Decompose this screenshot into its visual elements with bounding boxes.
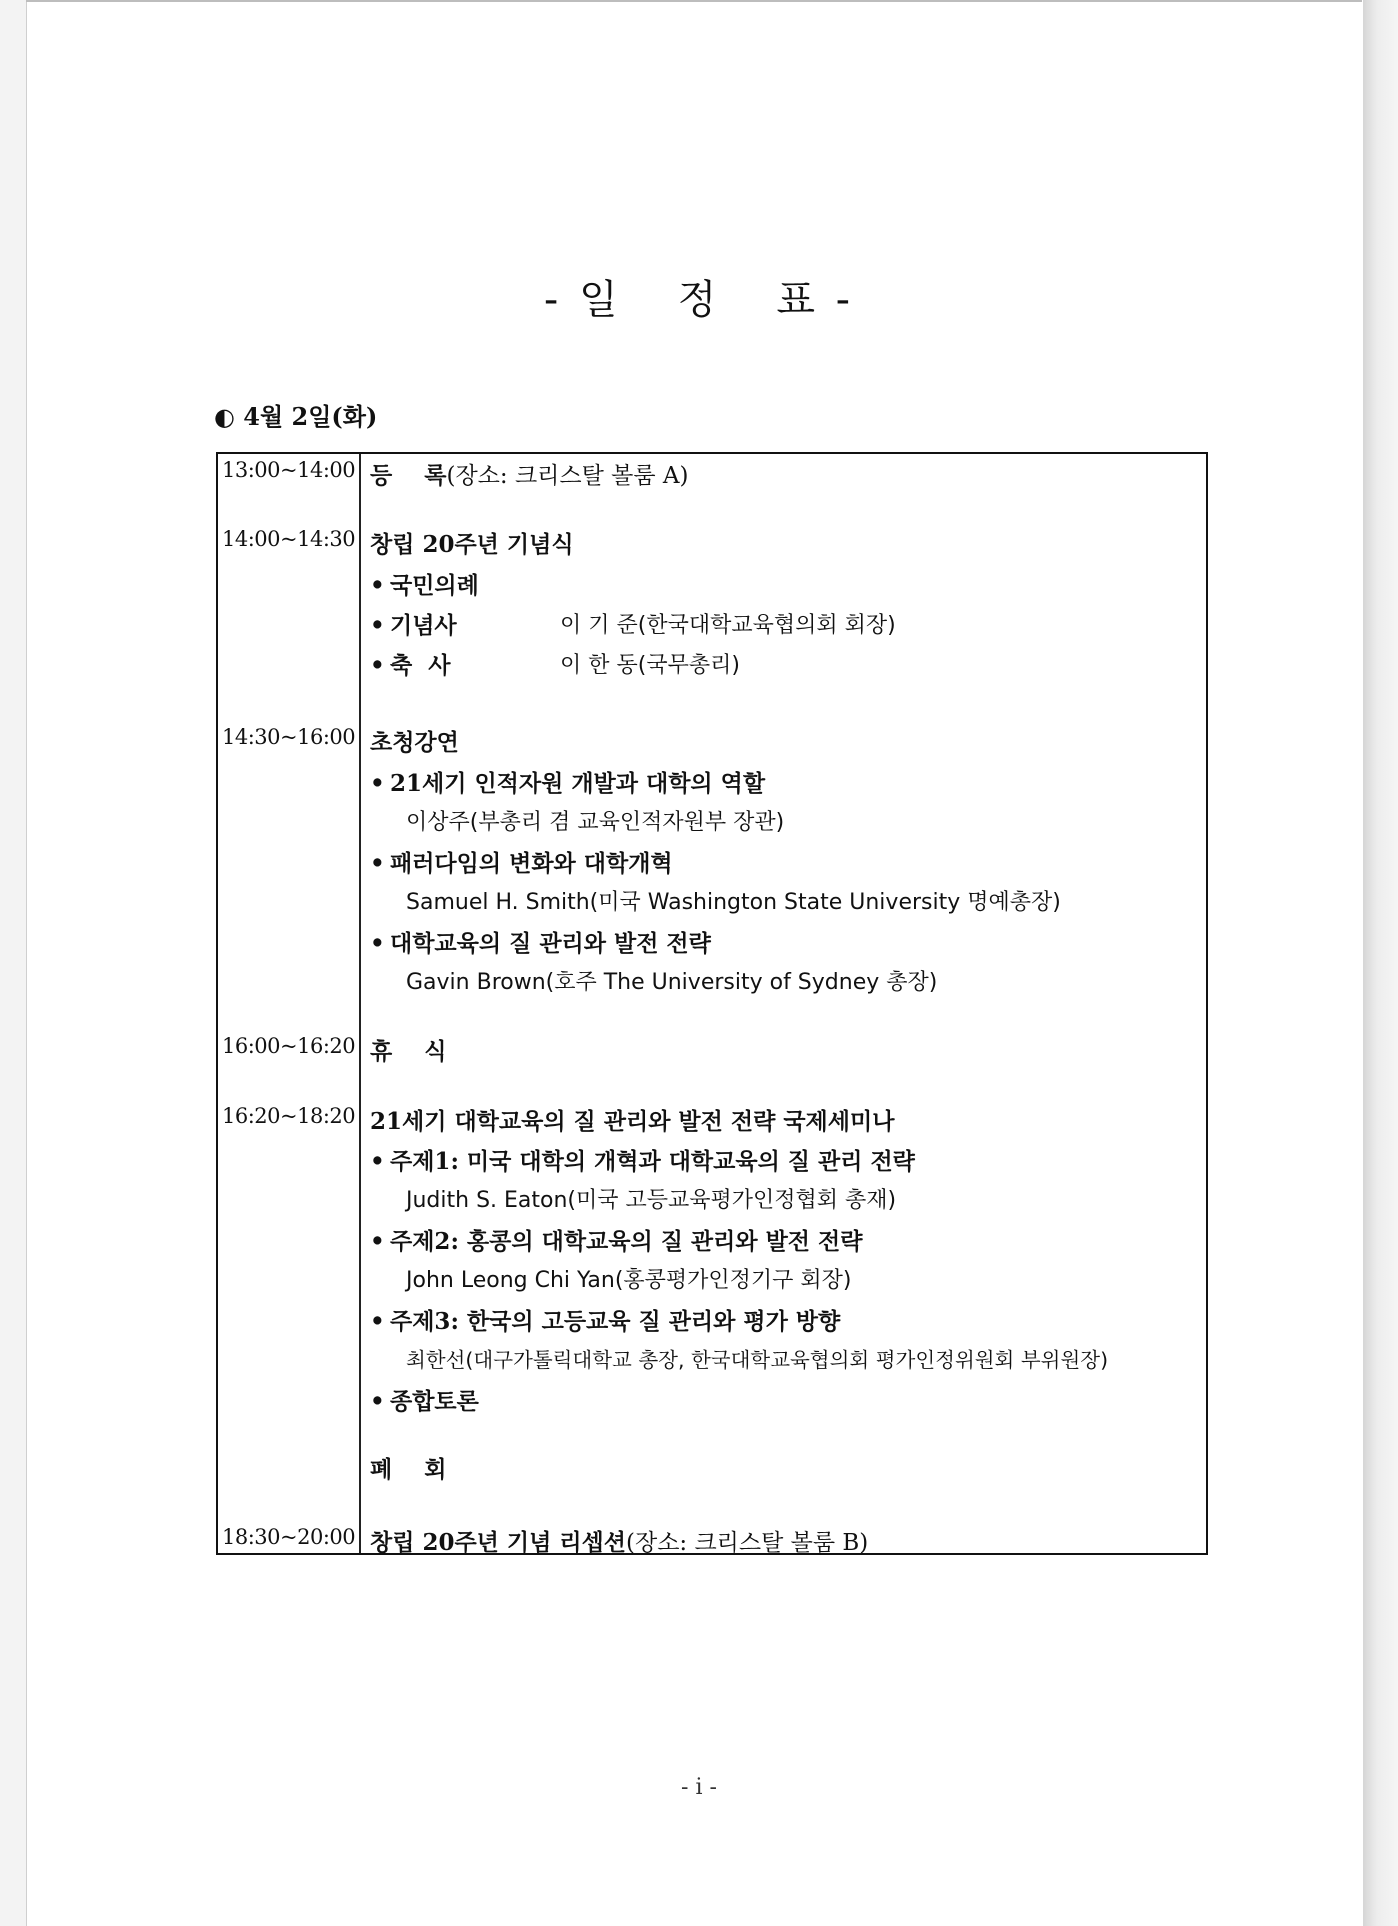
reception-row xyxy=(370,1524,868,1557)
bullet-icon: • xyxy=(370,612,385,639)
ceremony-item-label: 국민의례 xyxy=(390,572,479,599)
seminar-speaker-3: 최한선(대구가톨릭대학교 총장, 한국대학교육협의회 평가인정위원회 부위원장) xyxy=(406,1348,1109,1372)
seminar-topic-4 xyxy=(370,1383,479,1416)
lecture-speaker-1: 이상주(부총리 겸 교육인적자원부 장관) xyxy=(406,810,785,835)
lecture-speaker-2: Samuel H. Smith(미국 Washington State University 명예총장) xyxy=(406,890,1061,915)
bullet-icon: • xyxy=(370,1148,385,1175)
schedule-table xyxy=(216,452,1208,1555)
title-part-right: 표 - xyxy=(776,277,855,323)
bullet-icon: • xyxy=(370,770,385,797)
lecture-topic-label: 21세기 인적자원 개발과 대학의 역할 xyxy=(390,770,766,797)
ceremony-item-label: 기념사 xyxy=(390,612,457,639)
seminar-topic-label: 주제1: 미국 대학의 개혁과 대학교육의 질 관리 전략 xyxy=(390,1148,915,1175)
anniversary-ceremony-title: 창립 20주년 기념식 xyxy=(370,531,574,558)
seminar-title: 21세기 대학교육의 질 관리와 발전 전략 국제세미나 xyxy=(370,1108,895,1135)
title-part-mid: 정 xyxy=(677,277,721,323)
bullet-icon: • xyxy=(370,1228,385,1255)
lecture-topic-3 xyxy=(370,925,711,958)
closing-title: 폐 회 xyxy=(370,1456,447,1483)
seminar-topic-1 xyxy=(370,1143,915,1176)
time-18-30: 18:30~20:00 xyxy=(222,1525,356,1549)
ceremony-item-label: 축 사 xyxy=(390,652,451,679)
lecture-topic-2 xyxy=(370,845,673,878)
invited-lecture-title: 초청강연 xyxy=(370,729,459,756)
ceremony-item-3 xyxy=(370,647,450,680)
bullet-icon: • xyxy=(370,1308,385,1335)
registration-row xyxy=(370,457,688,490)
bullet-icon: • xyxy=(370,572,385,599)
seminar-speaker-1: Judith S. Eaton(미국 고등교육평가인정협회 총재) xyxy=(406,1188,897,1213)
seminar-topic-label: 주제2: 홍콩의 대학교육의 질 관리와 발전 전략 xyxy=(390,1228,863,1255)
time-14-30: 14:30~16:00 xyxy=(222,725,356,749)
registration-title: 등 록 xyxy=(370,462,447,489)
column-divider xyxy=(359,454,361,1553)
ceremony-item-1 xyxy=(370,567,479,600)
bullet-icon: • xyxy=(370,652,385,679)
seminar-topic-label: 주제3: 한국의 고등교육 질 관리와 평가 방향 xyxy=(390,1308,841,1335)
reception-venue: (장소: 크리스탈 볼룸 B) xyxy=(626,1530,869,1556)
page-title xyxy=(0,268,1398,325)
seminar-topic-3 xyxy=(370,1303,840,1336)
time-16-20: 16:20~18:20 xyxy=(222,1104,356,1128)
time-14-00: 14:00~14:30 xyxy=(222,527,356,551)
lecture-topic-label: 대학교육의 질 관리와 발전 전략 xyxy=(390,930,711,957)
reception-title: 창립 20주년 기념 리셉션 xyxy=(370,1529,626,1556)
ceremony-item-2 xyxy=(370,607,457,640)
title-part-left: - 일 xyxy=(543,277,622,323)
day-heading: ◐ 4월 2일(화) xyxy=(214,402,378,431)
seminar-speaker-2: John Leong Chi Yan(홍콩평가인정기구 회장) xyxy=(406,1268,852,1293)
seminar-topic-label: 종합토론 xyxy=(390,1388,479,1415)
registration-venue: (장소: 크리스탈 볼룸 A) xyxy=(446,463,689,489)
seminar-topic-2 xyxy=(370,1223,862,1256)
page-number: - i - xyxy=(681,1775,717,1800)
time-13-00: 13:00~14:00 xyxy=(222,458,356,482)
page-top-edge xyxy=(26,0,1362,2)
break-title: 휴 식 xyxy=(370,1038,447,1065)
bullet-icon: • xyxy=(370,850,385,877)
bullet-icon: • xyxy=(370,1388,385,1415)
lecture-topic-1 xyxy=(370,765,765,798)
lecture-topic-label: 패러다임의 변화와 대학개혁 xyxy=(390,850,673,877)
bullet-icon: • xyxy=(370,930,385,957)
lecture-speaker-3: Gavin Brown(호주 The University of Sydney 총장) xyxy=(406,970,938,995)
ceremony-speaker-2: 이 한 동(국무총리) xyxy=(560,653,740,678)
ceremony-speaker-1: 이 기 준(한국대학교육협의회 회장) xyxy=(560,613,896,638)
time-16-00: 16:00~16:20 xyxy=(222,1034,356,1058)
